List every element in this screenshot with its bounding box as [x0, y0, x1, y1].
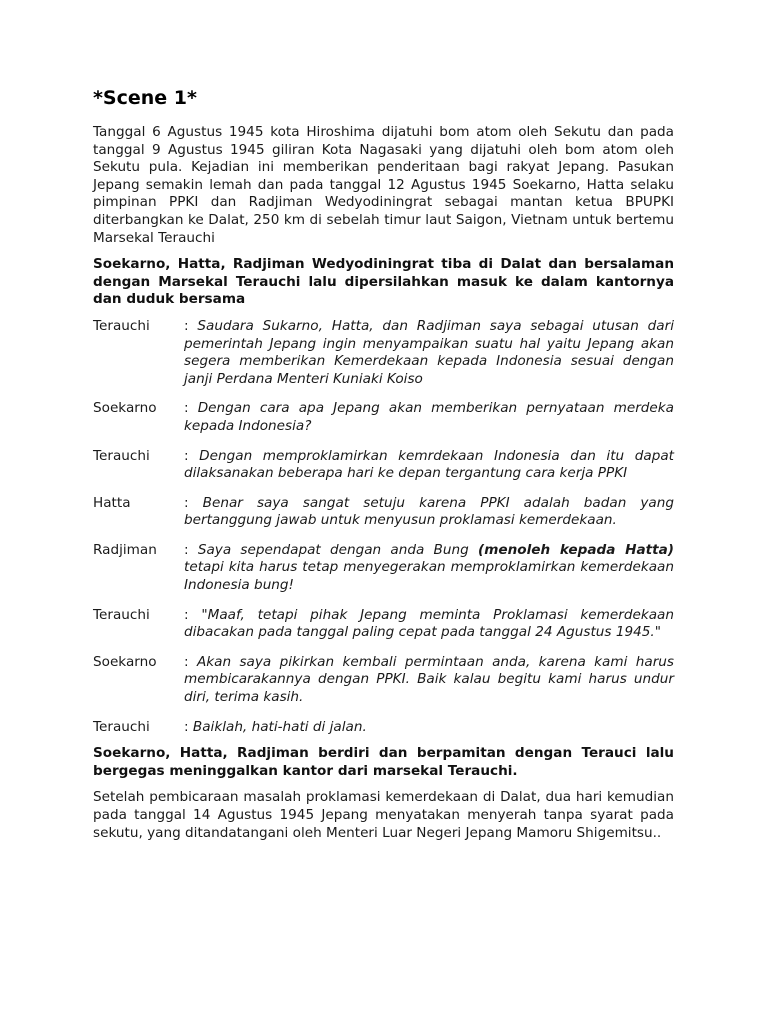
- dialogue-line: [93, 542, 674, 595]
- stage-direction-arrival: Soekarno, Hatta, Radjiman Wedyodiningrat tiba di Dalat dan bersalaman dengan Marsekal Terauchi lalu dipersilahkan masuk ke dalam kantornya dan duduk bersama: [93, 256, 674, 308]
- dialogue-line: [93, 448, 674, 483]
- dialogue-text: [184, 542, 674, 595]
- dialogue-text-before: Saya sependapat dengan anda Bung: [197, 541, 478, 558]
- speaker-name: Radjiman: [93, 541, 157, 558]
- colon-separator: :: [184, 494, 203, 511]
- dialogue-line: [93, 654, 674, 707]
- speaker-name: Soekarno: [93, 400, 157, 417]
- dialogue-text-content: "Maaf, tetapi pihak Jepang meminta Proklamasi kemerdekaan dibacakan pada tanggal paling cepat pada tanggal 24 Agustus 1945.": [184, 606, 675, 641]
- speaker-name: Hatta: [93, 494, 131, 511]
- colon-separator: :: [184, 718, 193, 735]
- speaker-name: Terauchi: [93, 718, 150, 735]
- dialogue-line: [93, 318, 674, 388]
- stage-direction-departure: Soekarno, Hatta, Radjiman berdiri dan berpamitan dengan Terauci lalu bergegas meninggalkan kantor dari marsekal Terauchi.: [93, 745, 674, 779]
- speaker-name: Terauchi: [93, 606, 150, 623]
- dialogue-text: [184, 719, 674, 737]
- colon-separator: :: [184, 400, 198, 417]
- dialogue-text-content: Baiklah, hati-hati di jalan.: [192, 718, 367, 735]
- speaker-name: Soekarno: [93, 653, 157, 670]
- dialogue-text-content: Akan saya pikirkan kembali permintaan anda, karena kami harus membicarakannya dengan PPKI. Baik kalau begitu kami harus undur diri, terima kasih.: [184, 653, 674, 706]
- scene-title: *Scene 1*: [93, 87, 197, 109]
- dialogue-text: [184, 654, 674, 707]
- closing-paragraph: Setelah pembicaraan masalah proklamasi kemerdekaan di Dalat, dua hari kemudian pada tanggal 14 Agustus 1945 Jepang menyatakan menyerah tanpa syarat pada sekutu, yang ditandatangani oleh Menteri Luar Negeri Jepang Mamoru Shigemitsu..: [93, 789, 674, 841]
- dialogue-text-after: tetapi kita harus tetap menyegerakan memproklamirkan kemerdekaan Indonesia bung!: [184, 559, 674, 594]
- dialogue-text-content: Dengan memproklamirkan kemrdekaan Indonesia dan itu dapat dilaksanakan beberapa hari ke depan tergantung cara kerja PPKI: [184, 447, 674, 482]
- colon-separator: :: [184, 541, 198, 558]
- dialogue-text: [184, 607, 674, 642]
- document-page: [93, 86, 674, 851]
- speaker-name: Terauchi: [93, 317, 150, 334]
- stage-direction-inline: (menoleh kepada Hatta): [478, 541, 675, 558]
- colon-separator: :: [184, 317, 198, 334]
- dialogue-text: [184, 495, 674, 530]
- dialogue-line: [93, 495, 674, 530]
- dialogue-text: [184, 318, 674, 388]
- dialogue-line: [93, 719, 674, 737]
- dialogue-text-content: Dengan cara apa Jepang akan memberikan pernyataan merdeka kepada Indonesia?: [184, 400, 674, 434]
- speaker-name: Terauchi: [93, 447, 150, 464]
- intro-paragraph: Tanggal 6 Agustus 1945 kota Hiroshima dijatuhi bom atom oleh Sekutu dan pada tanggal 9 Agustus 1945 giliran Kota Nagasaki yang dijatuhi oleh bom atom oleh Sekutu pula. Kejadian ini memberikan penderitaan bagi rakyat Jepang. Pasukan Jepang semakin lemah dan pada tanggal 12 Agustus 1945 Soekarno, Hatta selaku pimpinan PPKI dan Radjiman Wedyodiningrat sebagai mantan ketua BPUPKI diterbangkan ke Dalat, 250 km di sebelah timur laut Saigon, Vietnam untuk bertemu Marsekal Terauchi: [93, 124, 674, 246]
- dialogue-line: [93, 400, 674, 435]
- colon-separator: :: [184, 606, 202, 623]
- dialogue-text-content: Benar saya sangat setuju karena PPKI adalah badan yang bertanggung jawab untuk menyusun proklamasi kemerdekaan.: [184, 494, 675, 529]
- dialogue-line: [93, 607, 674, 642]
- dialogue-text: [184, 400, 674, 435]
- colon-separator: :: [184, 447, 200, 464]
- dialogue-text: [184, 448, 674, 483]
- colon-separator: :: [184, 653, 197, 670]
- dialogue-text-content: Saudara Sukarno, Hatta, dan Radjiman saya sebagai utusan dari pemerintah Jepang ingin menyampaikan suatu hal yaitu Jepang akan segera memberikan Kemerdekaan kepada Indonesia sesuai dengan janji Perdana Menteri Kuniaki Koiso: [184, 317, 674, 387]
